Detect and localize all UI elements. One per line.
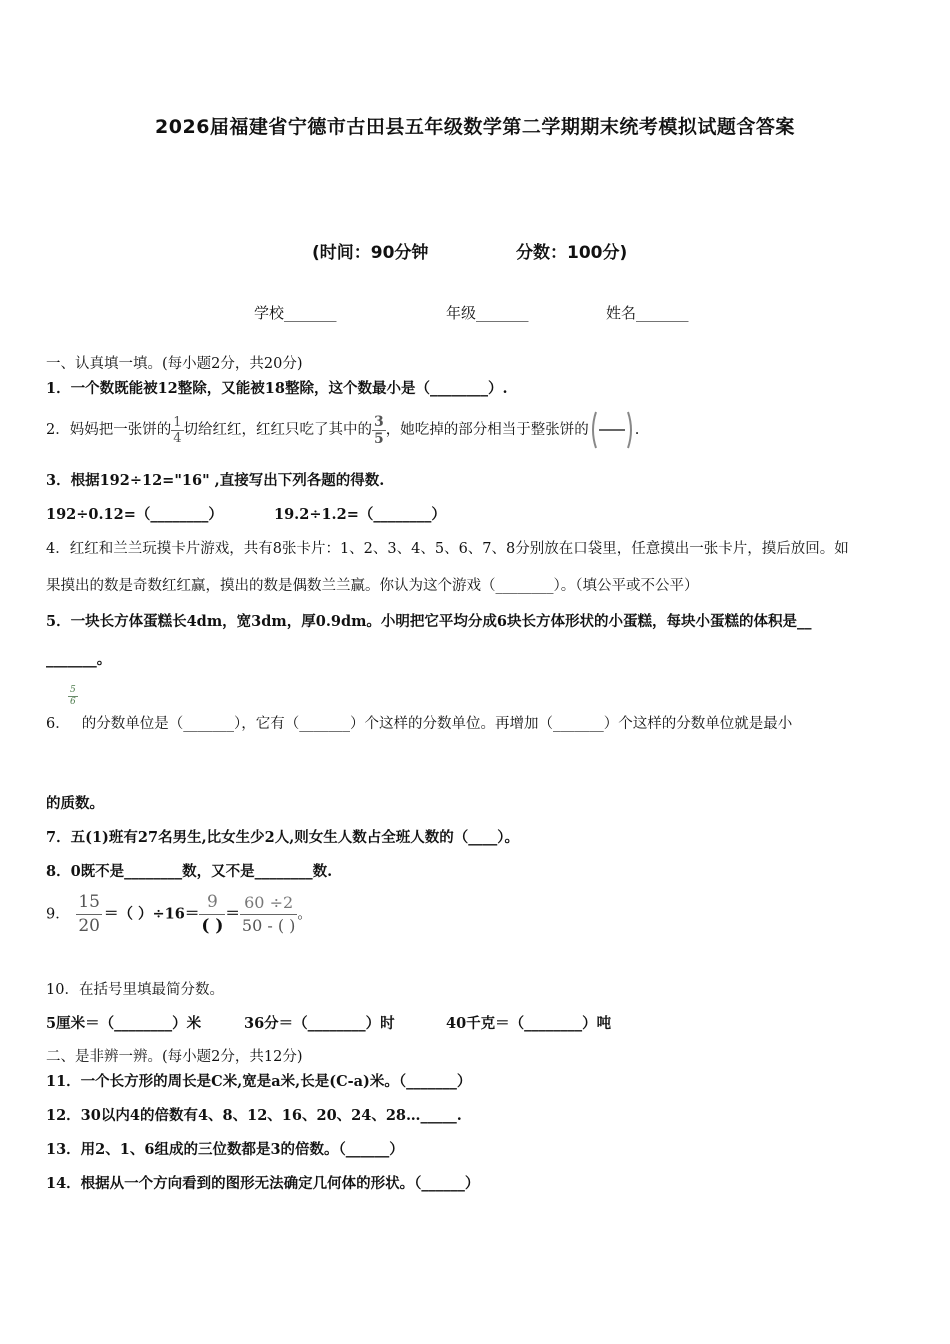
question-2-number: 2． xyxy=(46,422,70,438)
question-6-line-1 xyxy=(46,712,792,733)
fraction-five-sixths: $\frac{5}{6}$ xyxy=(70,685,76,707)
question-10-part-c: 40千克＝（________）吨 xyxy=(446,1015,612,1032)
question-14: 14．根据从一个方向看到的图形无法确定几何体的形状。（______） xyxy=(46,1175,480,1192)
question-10: 10．在括号里填最简分数。 xyxy=(46,982,224,998)
question-10-part-a: 5厘米＝（________）米 xyxy=(46,1015,202,1032)
question-9-eq1: ＝（ ）÷16＝ xyxy=(103,905,200,923)
fraction-three-fifths: $\frac{3}{5}$ xyxy=(374,413,384,447)
question-12: 12．30以内4的倍数有4、8、12、16、20、24、28…_____. xyxy=(46,1107,462,1124)
question-2-text-a: 妈妈把一张饼的 xyxy=(69,422,172,438)
section-1-heading: 一、认真填一填。(每小题2分，共20分) xyxy=(46,356,303,372)
question-2-text-b: 切给红红，红红只吃了其中的 xyxy=(183,422,373,438)
question-6-text: 的分数单位是（_______），它有（_______）个这样的分数单位。再增加（_______）个这样的分数单位就是最小 xyxy=(81,716,793,732)
question-4-line-1: 4．红红和兰兰玩摸卡片游戏，共有8张卡片：1、2、3、4、5、6、7、8分别放在口袋里，任意摸出一张卡片，摸后放回。如 xyxy=(46,541,849,557)
fraction-15-20: $\frac{15}{20}$ xyxy=(78,892,100,936)
question-8: 8．0既不是________数，又不是________数. xyxy=(46,863,333,880)
question-9-number: 9． xyxy=(46,906,70,923)
fraction-one-quarter: $\frac{1}{4}$ xyxy=(173,414,182,446)
fraction-60-div-2[interactable]: $\frac{60 \div 2}{50 - ( )}$ xyxy=(241,893,296,935)
question-2-text-d: . xyxy=(634,422,640,438)
question-4-line-2: 果摸出的数是奇数红红赢，摸出的数是偶数兰兰赢。你认为这个游戏（________）。（填公平或不公平） xyxy=(46,578,699,594)
exam-score: 分数：100分) xyxy=(516,243,628,263)
page-title: 2026届福建省宁德市古田县五年级数学第二学期期末统考模拟试题含答案 xyxy=(155,116,795,138)
question-7: 7．五(1)班有27名男生,比女生少2人,则女生人数占全班人数的（____）。 xyxy=(46,829,520,846)
question-2 xyxy=(46,410,639,450)
exam-time: (时间：90分钟 xyxy=(312,243,429,263)
answer-fraction-box[interactable] xyxy=(589,410,635,450)
paren-fraction-icon xyxy=(589,410,635,450)
question-13: 13．用2、1、6组成的三位数都是3的倍数。（______） xyxy=(46,1141,404,1158)
question-5-line-1: 5．一块长方体蛋糕长4dm，宽3dm，厚0.9dm。小明把它平均分成6块长方体形状的小蛋糕，每块小蛋糕的体积是__ xyxy=(46,613,812,630)
question-9-eq2: ＝ xyxy=(225,905,240,923)
question-5-line-2: _______。 xyxy=(46,651,112,668)
fraction-9-blank[interactable]: $\frac{9}{( )}$ xyxy=(201,892,224,936)
question-3-part-b: 19.2÷1.2=（________） xyxy=(274,506,446,523)
section-2-heading: 二、是非辨一辨。(每小题2分，共12分) xyxy=(46,1049,303,1065)
question-9-end: 。 xyxy=(297,906,312,923)
question-1: 1．一个数既能被12整除，又能被18整除，这个数最小是（________）. xyxy=(46,380,508,397)
name-field: 姓名_______ xyxy=(606,304,689,322)
question-2-text-c: ，她吃掉的部分相当于整张饼的 xyxy=(385,422,589,438)
question-10-part-b: 36分＝（________）时 xyxy=(244,1015,395,1032)
question-3-part-a: 192÷0.12=（________） xyxy=(46,506,223,523)
question-3: 3．根据192÷12="16" ,直接写出下列各题的得数. xyxy=(46,472,385,489)
grade-field: 年级_______ xyxy=(446,304,529,322)
question-11: 11．一个长方形的周长是C米,宽是a米,长是(C-a)米。（_______） xyxy=(46,1073,472,1090)
school-field: 学校_______ xyxy=(254,304,337,322)
question-9 xyxy=(46,894,312,935)
question-6-number: 6． xyxy=(46,716,70,732)
question-6-line-2: 的质数。 xyxy=(46,795,104,812)
